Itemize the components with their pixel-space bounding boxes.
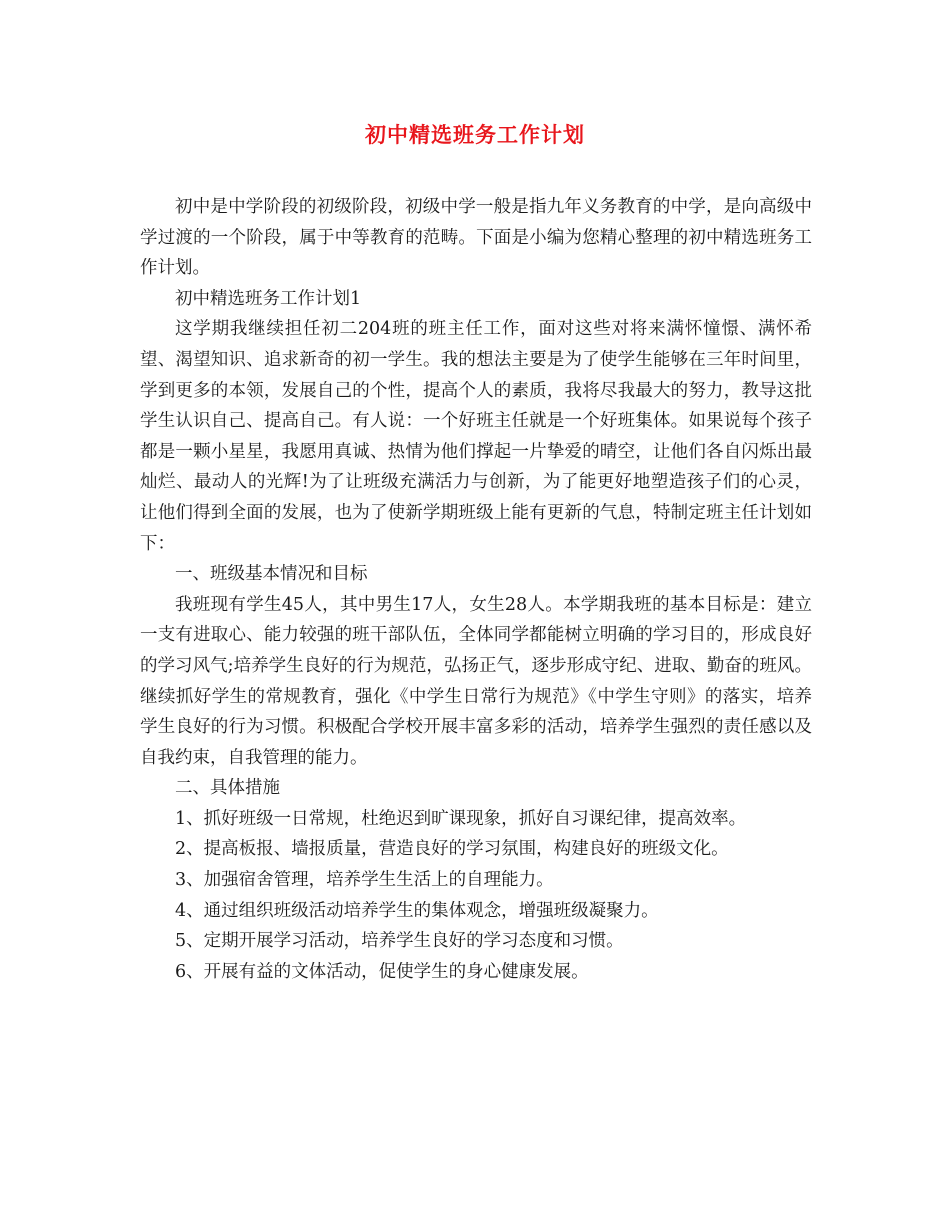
measure-item: 2、提高板报、墙报质量，营造良好的学习氛围，构建良好的班级文化。 bbox=[175, 839, 729, 860]
intro-paragraph: 初中是中学阶段的初级阶段，初级中学一般是指九年义务教育的中学，是向高级中学过渡的一个阶段，属于中等教育的范畴。下面是小编为您精心整理的初中精选班务工作计划。 bbox=[140, 197, 812, 279]
measure-item: 1、抓好班级一日常规，杜绝迟到旷课现象，抓好自习课纪律，提高效率。 bbox=[175, 808, 747, 829]
measure-item: 4、通过组织班级活动培养学生的集体观念，增强班级凝聚力。 bbox=[175, 900, 659, 921]
measure-item: 3、加强宿舍管理，培养学生生活上的自理能力。 bbox=[175, 870, 554, 891]
document-body bbox=[140, 192, 812, 987]
basic-info-paragraph: 我班现有学生45人，其中男生17人，女生28人。本学期我班的基本目标是：建立一支有进取心、能力较强的班干部队伍，全体同学都能树立明确的学习目的，形成良好的学习风气;培养学生良好的行为规范，弘扬正气，逐步形成守纪、进取、勤奋的班风。继续抓好学生的常规教育，强化《中学生日常行为规范》《中学生守则》的落实，培养学生良好的行为习惯。积极配合学校开展丰富多彩的活动，培养学生强烈的责任感以及自我约束，自我管理的能力。 bbox=[140, 594, 812, 768]
section-heading-measures: 二、具体措施 bbox=[175, 778, 280, 799]
measure-item: 6、开展有益的文体活动，促使学生的身心健康发展。 bbox=[175, 961, 589, 982]
section-heading-plan-1: 初中精选班务工作计划1 bbox=[175, 288, 362, 309]
document-title: 初中精选班务工作计划 bbox=[365, 122, 585, 147]
measure-item: 5、定期开展学习活动，培养学生良好的学习态度和习惯。 bbox=[175, 931, 624, 952]
section-heading-basic-info: 一、班级基本情况和目标 bbox=[175, 564, 368, 585]
plan-intro-paragraph: 这学期我继续担任初二204班的班主任工作，面对这些对将来满怀憧憬、满怀希望、渴望知识、追求新奇的初一学生。我的想法主要是为了使学生能够在三年时间里，学到更多的本领，发展自己的个性，提高个人的素质，我将尽我最大的努力，教导这批学生认识自己、提高自己。有人说：一个好班主任就是一个好班集体。如果说每个孩子都是一颗小星星，我愿用真诚、热情为他们撑起一片挚爱的晴空，让他们各自闪烁出最灿烂、最动人的光辉!为了让班级充满活力与创新，为了能更好地塑造孩子们的心灵，让他们得到全面的发展，也为了使新学期班级上能有更新的气息，特制定班主任计划如下： bbox=[140, 319, 812, 554]
